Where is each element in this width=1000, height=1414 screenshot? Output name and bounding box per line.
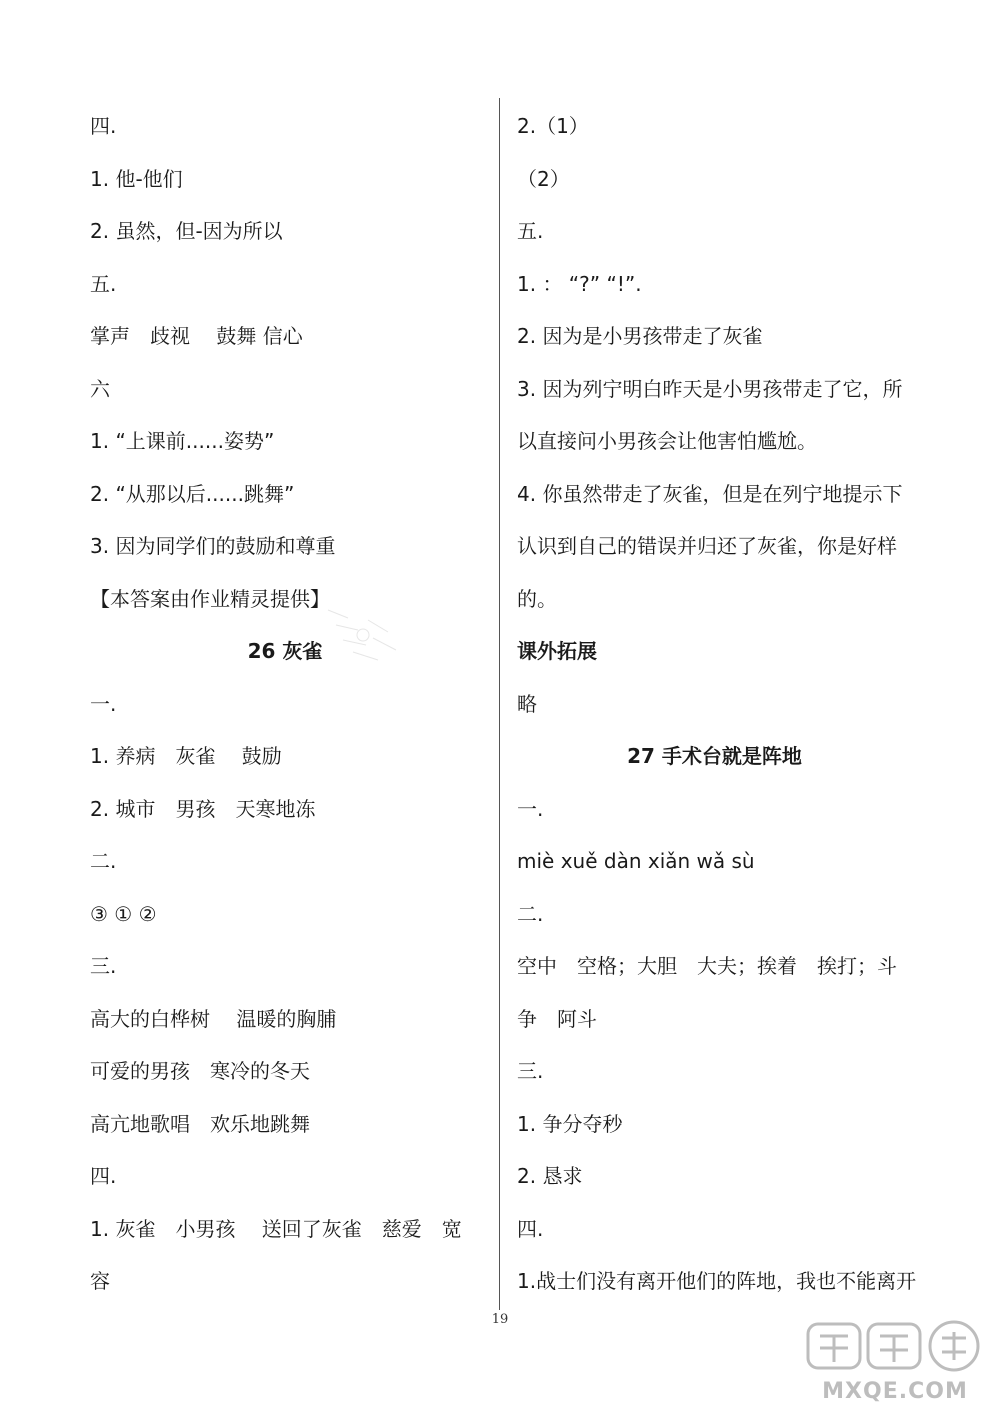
section-heading: 一. [90,691,117,716]
answer-line: 争 阿斗 [517,1006,597,1031]
provider-note: 【本答案由作业精灵提供】 [90,586,330,611]
column-divider [499,98,500,1310]
answer-line: 可爱的男孩 寒冷的冬天 [90,1059,310,1083]
answer-line: 1. ： “?” “!”. [517,271,642,296]
answer-line: 2. “从那以后......跳舞” [90,481,295,506]
answer-line: 1. 他-他们 [90,166,183,191]
answer-line: 1. 灰雀 小男孩 送回了灰雀 慈爱 宽 [90,1216,462,1241]
answer-line: （2） [517,166,570,191]
section-heading: 五. [90,271,117,296]
left-column [90,100,480,1308]
answer-line: 空中 空格；大胆 大夫；挨着 挨打；斗 [517,954,897,978]
extension-heading: 课外拓展 [517,639,597,663]
section-heading: 四. [90,114,117,138]
lesson-title: 27 手术台就是阵地 [627,744,802,768]
answer-line: 2.（1） [517,114,589,138]
lesson-title: 26 灰雀 [247,639,323,663]
answer-line: 2. 虽然，但-因为所以 [90,219,283,243]
section-heading: 六 [90,376,110,401]
answer-line: 2. 因为是小男孩带走了灰雀 [517,324,763,348]
answer-line: 认识到自己的错误并归还了灰雀，你是好样 [517,534,897,558]
answer-line: 1.战士们没有离开他们的阵地，我也不能离开 [517,1269,917,1293]
right-column [517,100,917,1308]
answer-line: 1. “上课前......姿势” [90,429,275,453]
site-watermark-logo [800,1318,990,1406]
section-heading: 四. [90,1164,117,1188]
section-heading: 三. [517,1059,544,1083]
answer-line: 3. 因为列宁明白昨天是小男孩带走了它，所 [517,376,903,401]
answer-line: 高亢地歌唱 欢乐地跳舞 [90,1111,310,1136]
answer-line: 4. 你虽然带走了灰雀，但是在列宁地提示下 [517,481,903,506]
pinyin-line: miè xuě dàn xiǎn wǎ sù [517,849,755,873]
answer-line: 1. 养病 灰雀 鼓励 [90,744,282,768]
section-heading: 五. [517,219,544,243]
section-heading: 四. [517,1216,544,1241]
answer-line: 2. 恳求 [517,1164,583,1188]
section-heading: 二. [90,849,117,873]
answer-line: 的。 [517,586,557,611]
svg-text:MXQE.COM: MXQE.COM [822,1379,968,1404]
section-heading: 三. [90,954,117,978]
answer-line: 容 [90,1269,110,1293]
faint-watermark-mark [318,590,408,680]
section-heading: 一. [517,796,544,821]
page-number: 19 [491,1312,509,1327]
answer-line: 略 [517,691,537,716]
answer-line: 高大的白桦树 温暖的胸脯 [90,1006,337,1031]
answer-line: 1. 争分夺秒 [517,1111,623,1136]
answer-line: 掌声 歧视 鼓舞 信心 [90,324,303,348]
answer-line: ③ ① ② [90,901,157,926]
answer-line: 2. 城市 男孩 天寒地冻 [90,796,316,821]
answer-line: 3. 因为同学们的鼓励和尊重 [90,534,336,558]
answer-line: 以直接问小男孩会让他害怕尴尬。 [517,429,817,453]
section-heading: 二. [517,901,544,926]
